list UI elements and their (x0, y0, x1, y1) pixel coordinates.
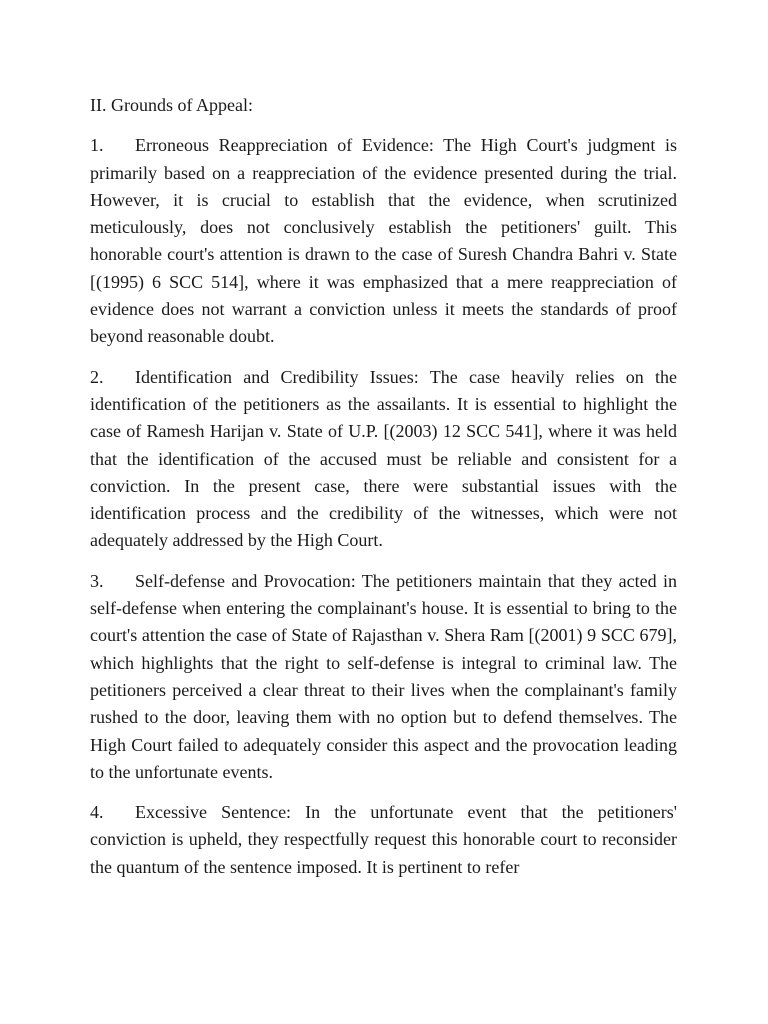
ground-text: Identification and Credibility Issues: The case heavily relies on the identification of the petitioners as the assailants. It is essential to highlight the case of Ramesh Harijan v. State of U.P. [(2003) 12 SCC 541], where it was held that the identification of the accused must be reliable and consistent for a conviction. In the present case, there were substantial issues with the identification process and the credibility of the witnesses, which were not adequately addressed by the High Court. (90, 366, 677, 551)
ground-text: Excessive Sentence: In the unfortunate event that the petitioners' conviction is upheld, they respectfully request this honorable court to reconsider the quantum of the sentence imposed. It is pertinent to refer (90, 802, 677, 877)
ground-number: 4. (90, 802, 104, 823)
ground-paragraph-4 (90, 799, 677, 881)
ground-number: 2. (90, 366, 104, 387)
ground-text: Erroneous Reappreciation of Evidence: The High Court's judgment is primarily based on a reappreciation of the evidence presented during the trial. However, it is crucial to establish that the evidence, when scrutinized meticulously, does not conclusively establish the petitioners' guilt. This honorable court's attention is drawn to the case of Suresh Chandra Bahri v. State [(1995) 6 SCC 514], where it was emphasized that a mere reappreciation of evidence does not warrant a conviction unless it meets the standards of proof beyond reasonable doubt. (90, 135, 677, 347)
ground-paragraph-2 (90, 364, 677, 555)
document-body (90, 92, 677, 894)
ground-number: 3. (90, 570, 104, 591)
ground-paragraph-1 (90, 132, 677, 350)
ground-number: 1. (90, 135, 104, 156)
section-heading: II. Grounds of Appeal: (90, 95, 253, 115)
ground-paragraph-3 (90, 568, 677, 786)
ground-text: Self-defense and Provocation: The petitioners maintain that they acted in self-defense when entering the complainant's house. It is essential to bring to the court's attention the case of State of Rajasthan v. Shera Ram [(2001) 9 SCC 679], which highlights that the right to self-defense is integral to criminal law. The petitioners perceived a clear threat to their lives when the complainant's family rushed to the door, leaving them with no option but to defend themselves. The High Court failed to adequately consider this aspect and the provocation leading to the unfortunate events. (90, 570, 677, 782)
